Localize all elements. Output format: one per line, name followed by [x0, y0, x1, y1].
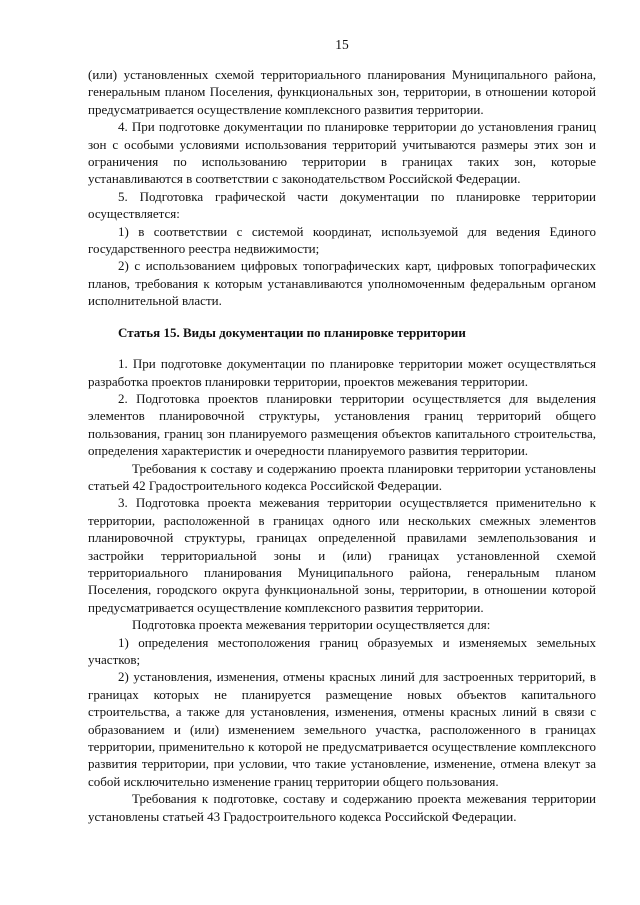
- paragraph-continuation: (или) установленных схемой территориального планирования Муниципального района, генеральным планом Поселения, функциональных зон, территории, в отношении которой предусматривается осуществление комплексного развития территории.: [88, 67, 596, 117]
- paragraph-article15-2: 2. Подготовка проектов планировки территории осуществляется для выделения элементов планировочной структуры, установления границ территорий общего пользования, границ зон планируемого размещения объектов капитального строительства, определения характеристик и очередности планируемого развития территории.: [88, 390, 596, 459]
- paragraph-item-4: 4. При подготовке документации по планировке территории до установления границ зон с особыми условиями использования территорий учитываются размеры этих зон и ограничения по использованию территории в границах таких зон, которые устанавливаются в соответствии с законодательством Российской Федерации.: [88, 119, 596, 187]
- paragraphs-after: [88, 355, 596, 825]
- paragraph-item-5-2: 2) с использованием цифровых топографических карт, цифровых топографических планов, требования к которым устанавливаются уполномоченным федеральным органом исполнительной власти.: [88, 258, 596, 309]
- paragraph-item-5: 5. Подготовка графической части документации по планировке территории осуществляется:: [88, 188, 596, 222]
- page-number: 15: [335, 37, 349, 52]
- paragraph-article15-1: 1. При подготовке документации по планировке территории может осуществляться разработка проектов планировки территории, проектов межевания территории.: [88, 356, 596, 389]
- paragraph-item-5-1: 1) в соответствии с системой координат, используемой для ведения Единого государственного реестра недвижимости;: [88, 223, 596, 257]
- paragraph-article15-3-1: 1) определения местоположения границ образуемых и изменяемых земельных участков;: [88, 634, 596, 667]
- paragraph-article15-3: 3. Подготовка проекта межевания территории осуществляется применительно к территории, расположенной в границах одного или нескольких смежных элементов планировочной структуры, границах определенной правилами землепользования и застройки территориальной зоны и (или) границах установленной схемой территориального планирования Муниципального района, генеральным планом Поселения, городского округа функциональной зоны, территории, в отношении которой предусматривается осуществление комплексного развития территории.: [88, 495, 596, 615]
- article-heading: Статья 15. Виды документации по планировке территории: [118, 324, 466, 340]
- paragraphs-before: [88, 66, 596, 310]
- paragraph-article15-3-purpose: Подготовка проекта межевания территории осуществляется для:: [132, 617, 491, 633]
- paragraph-article15-3-2: 2) установления, изменения, отмены красных линий для застроенных территорий, в границах которых не планируется размещение новых объектов капитального строительства, а также для установления, изменения, отмены красных линий в связи с образованием и (или) изменением земельного участка, расположенного в границах территории, применительно к которой не предусматривается осуществление комплексного развития территории, при условии, что такие установление, изменение, отмена влекут за собой исключительно изменение границ территории общего пользования.: [88, 669, 596, 789]
- paragraph-article15-2-requirements: Требования к составу и содержанию проекта планировки территории установлены статьей 42 Градостроительного кодекса Российской Федерации.: [88, 460, 596, 493]
- document-page: [88, 36, 596, 825]
- paragraph-article15-3-requirements: Требования к подготовке, составу и содержанию проекта межевания территории установлены статьей 43 Градостроительного кодекса Российской Федерации.: [88, 791, 596, 824]
